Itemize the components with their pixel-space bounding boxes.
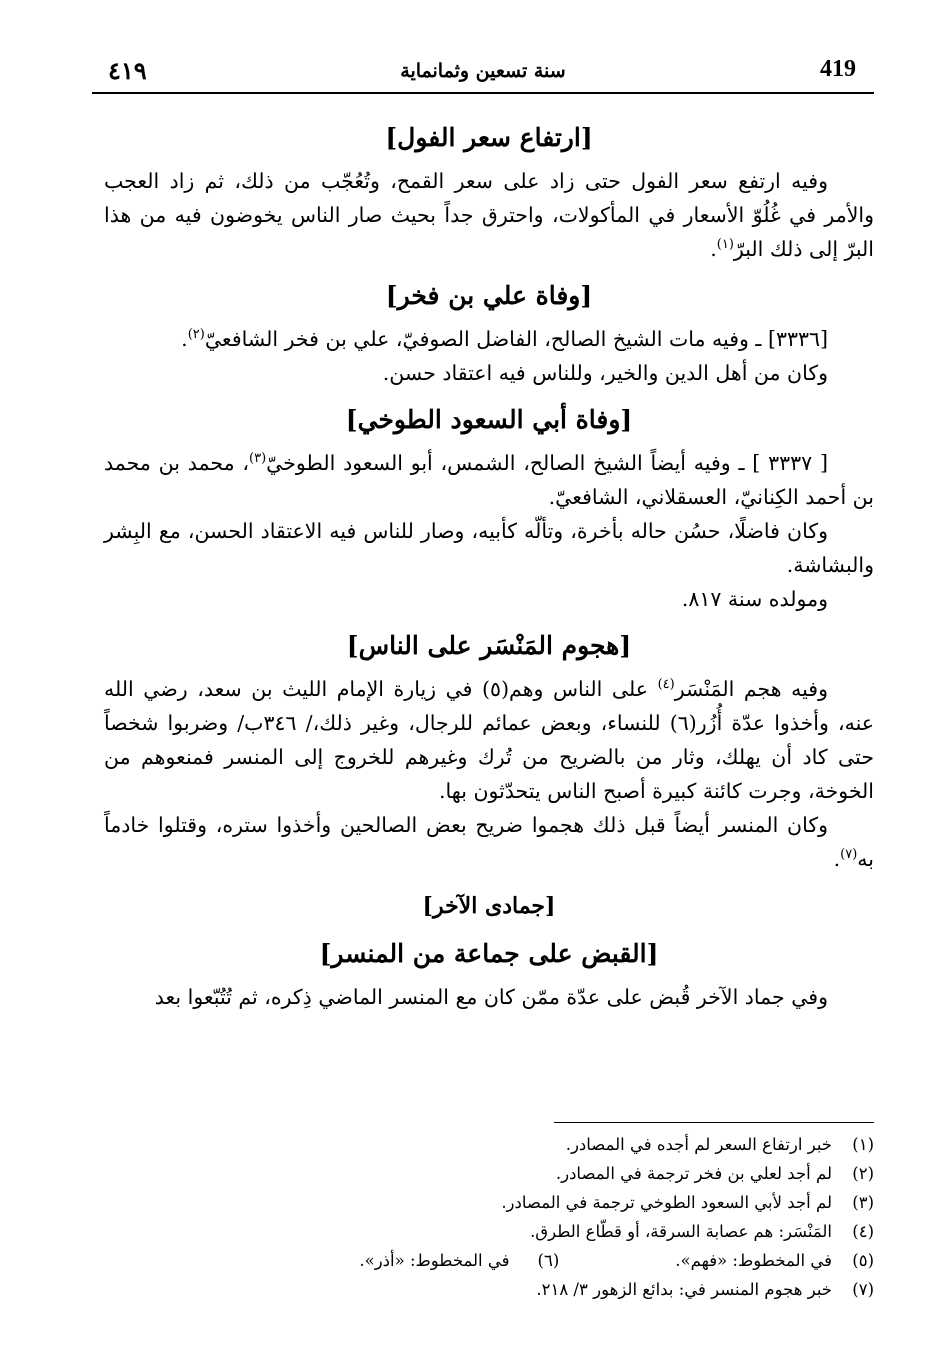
page-number-latin: 419: [820, 56, 856, 82]
paragraph-tail: .: [710, 237, 717, 261]
section-heading: [جمادى الآخر]: [422, 893, 556, 919]
paragraph: [104, 446, 874, 514]
header-rule: [92, 92, 874, 94]
paragraph-text: [ ٣٣٣٧ ] ـ وفيه أيضاً الشيخ الصالح، الشمس، أبو السعود الطوخيّ: [266, 451, 828, 475]
running-title: سنة تسعين وثمانماية: [400, 60, 566, 82]
paragraph: [104, 672, 874, 808]
paragraph-text: وفي جماد الآخر قُبض على عدّة ممّن كان مع المنسر الماضي ذِكره، ثم تُتُبّعوا بعد: [154, 985, 828, 1009]
main-text: [104, 108, 874, 1014]
paragraph-text: وفيه ارتفع سعر الفول حتى زاد على سعر القمح، وتُعُجّب من ذلك، ثم زاد العجب والأمر في غُلُوّ الأسعار في المأكولات، واحترق جداً بحيث صار الناس يخوضون فيه من هذا البرّ إلى ذلك البرّ: [104, 169, 874, 261]
footnote-reference[interactable]: (٤): [657, 677, 675, 693]
paragraph-text: وفيه هجم المَنْسَر: [674, 677, 828, 701]
paragraph-text: [٣٣٣٦] ـ وفيه مات الشيخ الصالح، الفاضل الصوفيّ، علي بن فخر الشافعيّ: [204, 327, 828, 351]
footnote-rule: [554, 1122, 874, 1123]
section-heading: [هجوم المَنْسَر على الناس]: [346, 631, 632, 660]
paragraph: [104, 514, 874, 582]
footnote-number: (٢): [852, 1164, 874, 1183]
footnote-number: (٣): [852, 1193, 874, 1212]
footnote: [104, 1188, 874, 1217]
footnote-text: خبر ارتفاع السعر لم أجده في المصادر.: [565, 1135, 832, 1154]
footnote-text: المَنْسَر: هم عصابة السرقة، أو قطّاع الطرق.: [530, 1222, 832, 1241]
footnote-reference[interactable]: (٧): [840, 847, 858, 863]
footnote: [104, 1246, 874, 1275]
footnote-text: لم أجد لأبي السعود الطوخي ترجمة في المصادر.: [501, 1193, 832, 1212]
footnote-text: في المخطوط: «فهم».: [675, 1251, 832, 1270]
footnote-text: لم أجد لعلي بن فخر ترجمة في المصادر.: [555, 1164, 832, 1183]
footnote-number: (٥): [852, 1251, 874, 1270]
paragraph: [104, 322, 874, 356]
paragraph-text: وكان من أهل الدين والخير، وللناس فيه اعتقاد حسن.: [382, 361, 828, 385]
paragraph: [104, 808, 874, 876]
footnote: [104, 1217, 874, 1246]
footnote: [104, 1159, 874, 1188]
paragraph: [104, 356, 874, 390]
running-header: [92, 56, 874, 94]
paragraph-tail: ، محمد بن محمد بن أحمد الكِنانيّ، العسقلاني، الشافعيّ.: [104, 451, 874, 509]
paragraph: [104, 164, 874, 266]
footnotes: [104, 1130, 874, 1304]
section-heading: [ارتفاع سعر الفول]: [385, 123, 593, 152]
paragraph-text: وكان المنسر أيضاً قبل ذلك هجموا ضريح بعض الصالحين وأخذوا ستره، وقتلوا خادماً به: [104, 813, 874, 871]
section-heading: [وفاة أبي السعود الطوخي]: [345, 405, 633, 434]
section-heading: [وفاة علي بن فخر]: [385, 281, 593, 310]
section-heading: [القبض على جماعة من المنسر]: [319, 939, 659, 968]
paragraph: [104, 980, 874, 1014]
page-number-arabic: ٤١٩: [108, 56, 147, 85]
paragraph-tail: .: [833, 847, 841, 871]
paragraph-tail: على الناس وهم(٥) في زيارة الإمام الليث بن سعد، رضي الله عنه، وأخذوا عدّة أُزُر(٦) للنساء، وبعض عمائم للرجال، وغير ذلك،/ ٣٤٦ب/ وضربوا شخصاً حتى كاد أن يهلك، وثار من بالضريح من تُرك وغيرهم للخروج إلى المنسر فمنعوهم من الخوخة، وجرت كائنة كبيرة أصبح الناس يتحدّثون بها.: [104, 677, 874, 803]
footnote-text: في المخطوط: «أذر».: [359, 1251, 510, 1270]
paragraph-tail: .: [181, 327, 188, 351]
footnote-number: (١): [852, 1135, 874, 1154]
footnote-reference[interactable]: (٢): [187, 327, 205, 343]
footnote-number: (٦): [537, 1251, 560, 1270]
paragraph: [104, 582, 874, 616]
footnote-number: (٤): [852, 1222, 874, 1241]
footnote-number: (٧): [852, 1280, 874, 1299]
paragraph-text: ومولده سنة ٨١٧.: [681, 587, 828, 611]
footnote-reference[interactable]: (٣): [249, 451, 267, 467]
footnote-text: خبر هجوم المنسر في: بدائع الزهور ٣/ ٢١٨.: [536, 1280, 832, 1299]
footnote: [104, 1130, 874, 1159]
footnote-reference[interactable]: (١): [716, 237, 734, 253]
footnote: [104, 1275, 874, 1304]
paragraph-text: وكان فاضلًا، حسُن حاله بأخرة، وتألّه كأبيه، وصار للناس فيه الاعتقاد الحسن، مع البِشر والبشاشة.: [104, 519, 874, 577]
